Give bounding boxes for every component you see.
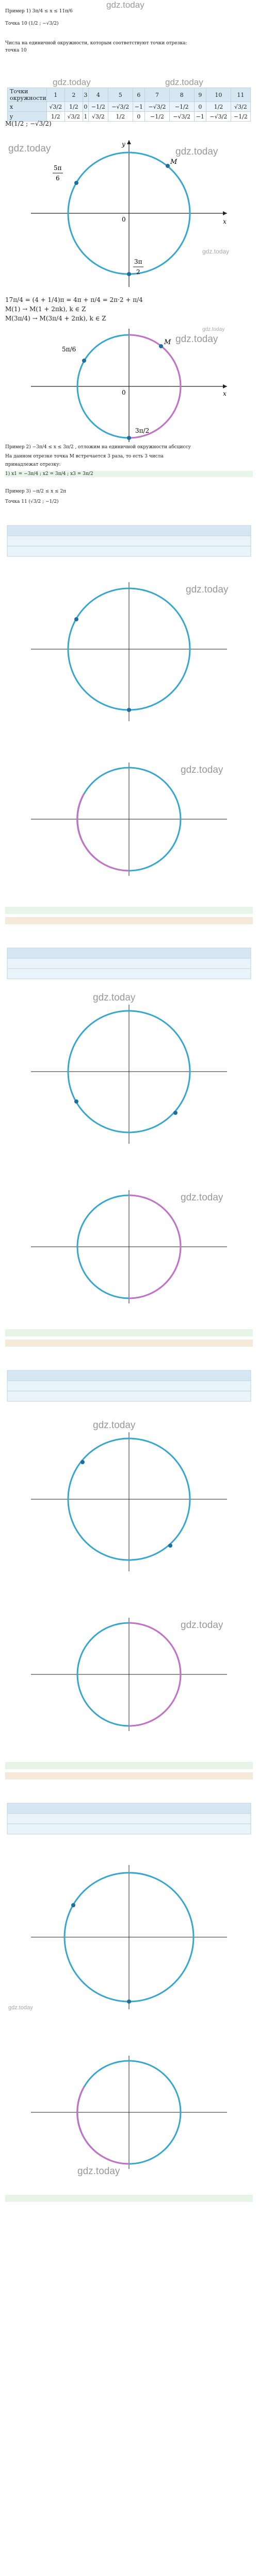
table-header-cell: 5 bbox=[108, 88, 133, 102]
formula-line: 17π/4 = (4 + 1/4)π = 4π + π/4 = 2π·2 + π/4 bbox=[5, 296, 143, 303]
point-10-label: точка 10 bbox=[5, 48, 27, 53]
svg-text:0: 0 bbox=[122, 389, 126, 396]
table-cell: −1/2 bbox=[231, 112, 250, 122]
table-header-cell: 2 bbox=[64, 88, 83, 102]
formula-line: M(1) → M(1 + 2πk), k ∈ Z bbox=[5, 306, 86, 313]
table-header-cell: 8 bbox=[169, 88, 194, 102]
table-cell: 1/2 bbox=[206, 102, 231, 112]
table-cell: √3/2 bbox=[88, 112, 108, 122]
table-cell: −√3/2 bbox=[108, 102, 133, 112]
unit-circle-diagram bbox=[0, 135, 258, 290]
table-header-row bbox=[8, 88, 251, 102]
watermark: gdz.today bbox=[202, 248, 230, 255]
example-line: Пример 2) −3π/4 ≤ x ≤ 3π/2 , отложим на единичной окружности абсциссу bbox=[5, 445, 191, 450]
example-line: принадлежат отрезку: bbox=[5, 462, 61, 467]
svg-text:gdz.today: gdz.today bbox=[77, 2166, 120, 2177]
table-cell: 0 bbox=[83, 102, 88, 112]
table-cell: −1 bbox=[133, 102, 145, 112]
table-header-cell: 6 bbox=[133, 88, 145, 102]
formula-line: M(3π/4) → M(3π/4 + 2πk), k ∈ Z bbox=[5, 315, 106, 322]
svg-text:gdz.today: gdz.today bbox=[93, 992, 136, 1003]
example-1-line: Пример 1) 3π/4 ≤ x ≤ 11π/6 bbox=[5, 9, 73, 14]
watermark: gdz.today bbox=[53, 77, 91, 87]
table-header-cell: 7 bbox=[145, 88, 170, 102]
watermark: gdz.today bbox=[8, 143, 51, 154]
svg-text:x: x bbox=[223, 390, 227, 397]
svg-text:3π/2: 3π/2 bbox=[135, 427, 150, 434]
watermark: gdz.today bbox=[175, 146, 218, 157]
svg-text:y: y bbox=[122, 141, 125, 148]
coordinates-table bbox=[7, 88, 251, 122]
table-header-cell: Точки окружности bbox=[8, 88, 47, 102]
table-cell: −1/2 bbox=[145, 112, 170, 122]
table-cell: −√3/2 bbox=[206, 112, 231, 122]
table-cell: 0 bbox=[133, 112, 145, 122]
svg-text:gdz.today: gdz.today bbox=[175, 334, 218, 345]
svg-text:gdz.today: gdz.today bbox=[181, 765, 223, 775]
table-cell: √3/2 bbox=[64, 112, 83, 122]
table-row bbox=[8, 102, 251, 112]
table-header-cell: 4 bbox=[88, 88, 108, 102]
svg-text:M: M bbox=[164, 338, 171, 346]
table-header-cell: 3 bbox=[83, 88, 88, 102]
point-10-line: Точка 10 (1/2 ; −√3/2) bbox=[5, 21, 59, 26]
numbers-line: Числа на единичной окружности, которым соответствуют точки отрезка: bbox=[5, 41, 187, 46]
svg-text:gdz.today: gdz.today bbox=[93, 1420, 136, 1431]
table-cell: x bbox=[8, 102, 47, 112]
table-cell: √3/2 bbox=[231, 102, 250, 112]
svg-text:5π/6: 5π/6 bbox=[62, 346, 76, 353]
unit-circle-diagram bbox=[0, 325, 258, 443]
table-cell: −1 bbox=[194, 112, 206, 122]
table-cell: 1/2 bbox=[64, 102, 83, 112]
point-m-line: M(1/2 ; −√3/2) bbox=[5, 120, 52, 127]
table-cell: 1 bbox=[83, 112, 88, 122]
svg-text:3π: 3π bbox=[134, 258, 142, 265]
svg-text:x: x bbox=[223, 218, 227, 225]
table-cell: −1/2 bbox=[169, 102, 194, 112]
svg-text:gdz.today: gdz.today bbox=[8, 2005, 33, 2011]
table-header-cell: 10 bbox=[206, 88, 231, 102]
table-cell: 1/2 bbox=[46, 112, 64, 122]
watermark: gdz.today bbox=[165, 77, 203, 87]
svg-text:gdz.today: gdz.today bbox=[181, 1192, 223, 1203]
site-watermark: gdz.today bbox=[106, 0, 144, 10]
svg-text:gdz.today: gdz.today bbox=[202, 327, 225, 332]
table-cell: −√3/2 bbox=[145, 102, 170, 112]
svg-text:6: 6 bbox=[56, 175, 60, 182]
example-line: Пример 3) −π/2 ≤ x ≤ 2π bbox=[5, 489, 67, 494]
point-m-label: M bbox=[170, 158, 178, 166]
table-cell: −√3/2 bbox=[169, 112, 194, 122]
svg-text:gdz.today: gdz.today bbox=[181, 1620, 223, 1631]
svg-text:gdz.today: gdz.today bbox=[186, 584, 229, 595]
svg-text:0: 0 bbox=[122, 216, 126, 223]
table-cell: y bbox=[8, 112, 47, 122]
table-cell: −1/2 bbox=[88, 102, 108, 112]
table-cell: 1/2 bbox=[108, 112, 133, 122]
table-cell: 0 bbox=[194, 102, 206, 112]
example-line: Точка 11 (√3/2 ; −1/2) bbox=[5, 499, 59, 504]
table-header-cell: 9 bbox=[194, 88, 206, 102]
table-cell: √3/2 bbox=[46, 102, 64, 112]
svg-text:5π: 5π bbox=[54, 164, 62, 172]
table-header-cell: 11 bbox=[231, 88, 250, 102]
table-header-cell: 1 bbox=[46, 88, 64, 102]
svg-text:2: 2 bbox=[136, 268, 140, 276]
answer-line: 1) x1 = −3π/4 ; x2 = 3π/4 ; x3 = 3π/2 bbox=[5, 471, 253, 477]
example-line: На данном отрезке точка M встречается 3 раза, то есть 3 числа bbox=[5, 454, 164, 459]
repeated-diagrams bbox=[0, 515, 258, 2576]
